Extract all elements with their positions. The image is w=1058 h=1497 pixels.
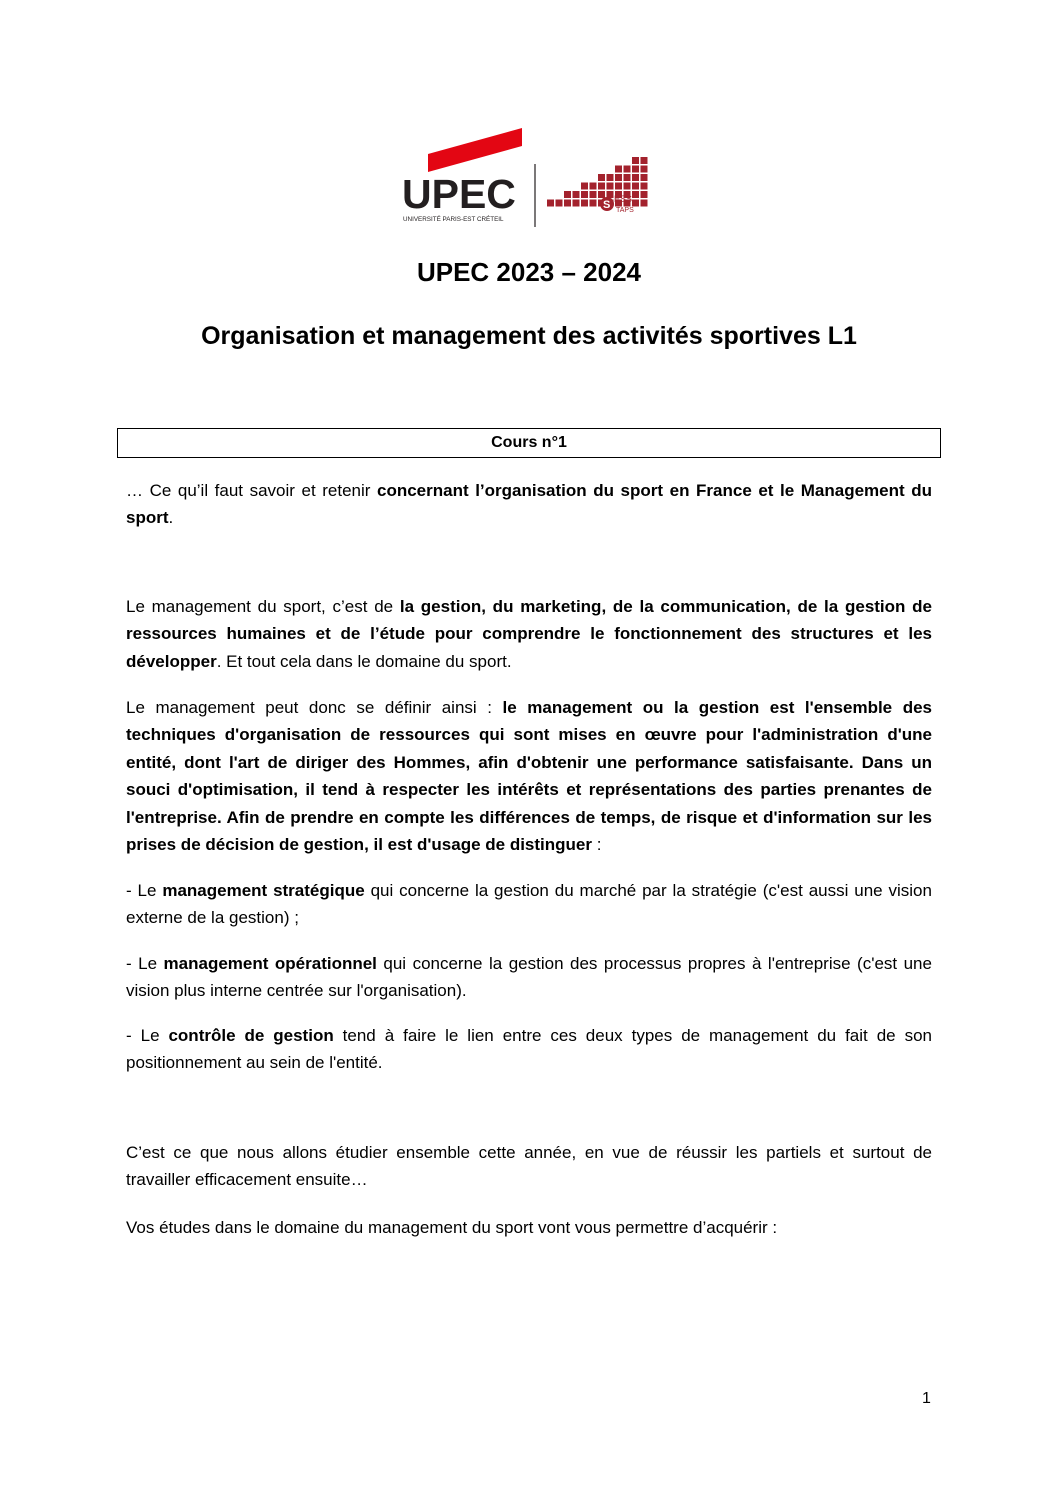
svg-text:ESS: ESS [614,194,633,204]
list-item-strategic: - Le management stratégique qui concerne la gestion du marché par la stratégie (c'est aussi une vision externe de la gestion) ; [126,881,932,928]
acquire-paragraph: Vos études dans le domaine du management du sport vont vous permettre d’acquérir : [126,1218,778,1237]
page-number: 1 [922,1390,931,1407]
svg-text:UPEC: UPEC [402,171,516,217]
svg-text:S: S [603,199,611,211]
upec-staps-logo [400,124,662,230]
upec-red-bar-icon [428,128,522,172]
svg-text:UNIVERSITÉ PARIS-EST CRÉTEIL: UNIVERSITÉ PARIS-EST CRÉTEIL [403,216,504,223]
cours-heading-box [117,428,941,458]
document-title: UPEC 2023 – 2024 [416,257,642,287]
cours-label: Cours n°1 [491,434,567,451]
svg-text:TAPS: TAPS [616,207,634,214]
management-definition-paragraph: Le management peut donc se définir ainsi : le management ou la gestion est l'ensemble des techniques d'organisation de ressources qui sont mises en œuvre pour l'administration d'une entité, dont l'art de diriger des Hommes, afin d'obtenir une performance satisfaisante. Dans un souci d'optimisation, il tend à respecter les intérêts et représentations des parties prenantes de l'entreprise. Afin de prendre en compte les différences de temps, de risque et d'information sur les prises de décision de gestion, il est d'usage de distinguer : [126,698,932,855]
list-item-control: - Le contrôle de gestion tend à faire le lien entre ces deux types de management du fait de son positionnement au sein de l'entité. [126,1026,932,1073]
document-subtitle: Organisation et management des activités sportives L1 [201,322,857,350]
objectives-paragraph: C’est ce que nous allons étudier ensemble cette année, en vue de réussir les partiels et surtout de travailler efficacement ensuite… [126,1143,932,1190]
intro-paragraph: … Ce qu’il faut savoir et retenir concernant l’organisation du sport en France et le Management du sport. [126,481,932,528]
definition-paragraph: Le management du sport, c’est de la gestion, du marketing, de la communication, de la gestion de ressources humaines et de l’étude pour comprendre le fonctionnement des structures et les développer. Et tout cela dans le domaine du sport. [126,597,932,671]
list-item-operational: - Le management opérationnel qui concerne la gestion des processus propres à l'entreprise (c'est une vision plus interne centrée sur l'organisation). [126,954,932,1001]
